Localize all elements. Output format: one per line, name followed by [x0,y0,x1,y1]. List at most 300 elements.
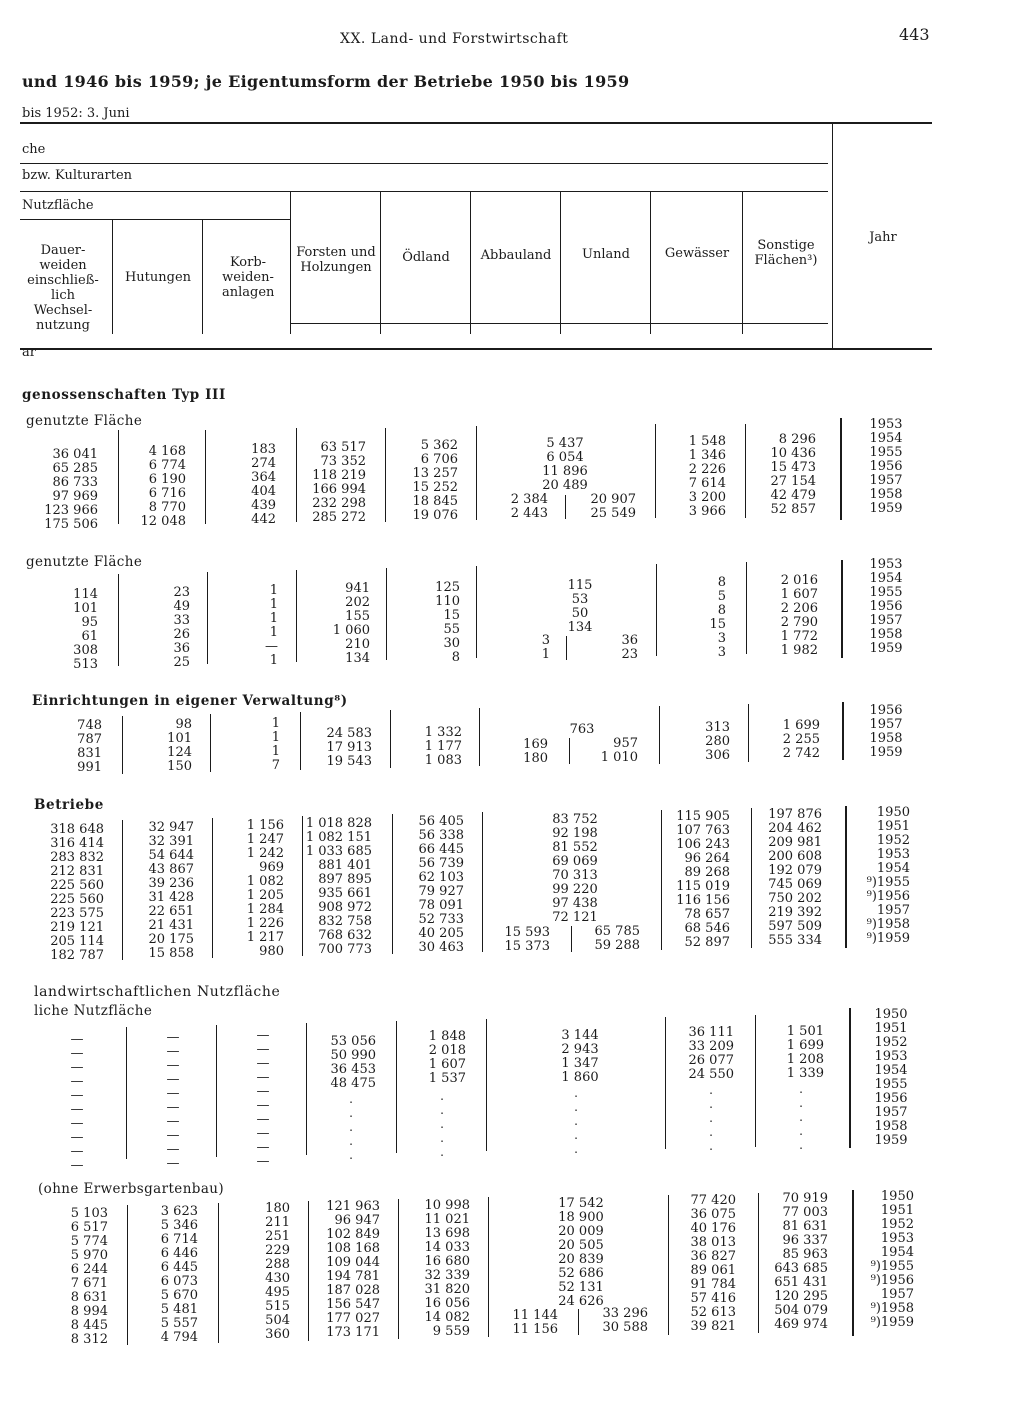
table-cell: 125 [435,580,460,595]
table-cell: 8 770 [148,500,186,515]
table-cell: 1951 [874,1021,908,1036]
table-cell: 1 772 [780,629,818,644]
col-jahr [871,1190,914,1330]
column-rule [571,926,572,952]
table-cell: 12 048 [140,514,186,529]
col-korbweiden [247,819,284,959]
table-cell: 121 963 [326,1199,380,1214]
column-rule [758,1193,759,1333]
table-cell: 96 264 [684,851,730,866]
table-cell: 1956 [874,1091,908,1106]
table-cell: 748 [77,718,102,733]
header-year-divider [832,124,833,349]
table-cell: 3 200 [688,490,726,505]
col-header-unland: Unland [582,247,630,262]
table-cell: 513 [73,657,98,672]
table-cell: 77 003 [782,1205,828,1220]
col-forsten [312,441,366,525]
table-cell: 1954 [874,1063,908,1078]
col-unland [601,737,638,765]
table-cell: 173 171 [326,1325,380,1340]
table-cell: 10 998 [424,1198,470,1213]
column-rule [296,428,297,522]
table-cell: 1958 [869,487,903,502]
col-sonstige [783,719,820,761]
table-cell: 26 077 [688,1053,734,1068]
table-cell: 24 626 [558,1294,604,1309]
table-cell: 1958 [869,627,903,642]
table-cell: 36 [173,641,190,656]
table-cell: 229 [265,1243,290,1258]
table-cell: 6 517 [70,1220,108,1235]
table-cell: 1 537 [428,1071,466,1086]
col-jahr [855,1008,927,1148]
table-cell: 70 919 [782,1191,828,1206]
col-korbweiden [265,584,278,668]
table-cell: 5 481 [160,1302,198,1317]
table-cell: — [166,1142,180,1157]
table-cell: 1954 [880,1245,914,1260]
table-cell: 1 082 151 [305,830,372,845]
table-cell: 101 [167,731,192,746]
table-cell: 27 154 [770,474,816,489]
table-cell: 96 947 [334,1213,380,1228]
table-cell: 8 [717,575,726,590]
table-cell: 30 588 [602,1320,648,1335]
col-hutungen [173,586,190,670]
table-cell: 78 657 [684,907,730,922]
table-cell: 897 895 [318,872,372,887]
table-cell: 36 111 [688,1025,734,1040]
table-cell: 24 550 [688,1067,734,1082]
column-rule [302,816,303,956]
column-rule [479,708,480,766]
table-cell: 11 144 [512,1308,558,1323]
table-cell: 21 431 [148,918,194,933]
table-cell: 49 [173,599,190,614]
table-cell: 1953 [880,1231,914,1246]
table-cell: 1 082 [246,874,284,889]
table-cell: 7 671 [70,1276,108,1291]
table-cell: 7 614 [688,476,726,491]
table-cell: 1 284 [246,902,284,917]
table-cell: ⁹)1956 [870,1273,914,1288]
col-korbweiden [272,717,280,773]
table-cell: 36 041 [52,447,98,462]
header-row-3: Nutzfläche [22,198,94,213]
table-cell: 20 505 [558,1238,604,1253]
column-rule [482,812,483,952]
table-cell: 31 820 [424,1282,470,1297]
table-cell: 2 018 [428,1043,466,1058]
table-cell: — [256,1056,270,1071]
table-cell: 1956 [869,459,903,474]
table-cell: 1952 [876,833,910,848]
table-cell: 1 177 [424,739,462,754]
column-rule [386,568,387,660]
table-cell: — [256,1140,270,1155]
table-cell: 6 714 [160,1232,198,1247]
table-cell: 85 963 [782,1247,828,1262]
table-cell: 52 897 [684,935,730,950]
col-sonstige [771,433,817,517]
table-cell: 504 079 [774,1303,828,1318]
col-gewaesser [705,721,730,763]
table-cell: 36 453 [330,1062,376,1077]
table-cell: 200 608 [768,849,822,864]
table-cell: 1959 [874,1133,908,1148]
table-cell: 700 773 [318,942,372,957]
col-dauerweiden [62,1033,92,1173]
header-vline [290,192,291,334]
column-rule [486,1019,487,1151]
col-header-forsten: Forsten und Holzungen [296,245,376,275]
table-cell: 3 [717,645,726,660]
table-cell: 504 [265,1313,290,1328]
page-title: und 1946 bis 1959; je Eigentumsform der Betriebe 1950 bis 1959 [22,72,630,91]
table-cell: 1 548 [688,434,726,449]
section-title: genossenschaften Typ III [22,387,226,403]
table-cell: 1 699 [786,1038,824,1053]
col-dauerweiden [77,719,102,775]
col-dauerweiden [44,448,98,532]
column-rule [390,710,391,768]
header-vline [380,192,381,334]
table-cell: 969 [259,860,284,875]
col-gewaesser [676,810,730,950]
col-abbau-unland-combined [540,1029,620,1085]
table-cell: — [70,1046,84,1061]
table-cell: 1 018 828 [305,816,372,831]
table-cell: 404 [251,484,276,499]
table-cell: — [70,1032,84,1047]
table-cell: 11 896 [542,464,588,479]
table-cell: 941 [345,581,370,596]
column-rule [668,1195,669,1335]
table-cell: 19 076 [412,508,458,523]
table-cell: 17 542 [558,1196,604,1211]
table-cell: 2 226 [688,462,726,477]
column-rule [569,738,570,764]
col-jahr [850,704,922,760]
table-cell: 1 [269,625,278,640]
table-cell: — [70,1130,84,1145]
table-cell: 318 648 [50,822,104,837]
table-cell: 3 623 [160,1204,198,1219]
table-cell: 285 272 [312,510,366,525]
table-cell: — [70,1102,84,1117]
table-cell: 1 242 [246,846,284,861]
table-cell: 36 075 [690,1207,736,1222]
table-cell: — [256,1154,270,1169]
table-cell: 23 [621,647,638,662]
header-bottom-rule [20,348,932,350]
table-cell: 430 [265,1271,290,1286]
header-row-1: che [22,142,46,157]
table-cell: 212 831 [50,864,104,879]
col-dauerweiden [50,823,104,963]
table-cell: 106 243 [676,837,730,852]
table-cell: 1 501 [786,1024,824,1039]
table-cell: 1 [271,744,280,759]
table-cell: — [70,1116,84,1131]
table-cell: 881 401 [318,858,372,873]
table-cell: 6 190 [148,472,186,487]
table-cell: 308 [73,643,98,658]
table-cell: 1958 [869,731,903,746]
table-cell: 1950 [874,1007,908,1022]
header-vline [112,220,113,334]
column-rule [748,704,749,762]
table-cell: 10 436 [770,446,816,461]
col-oedland [425,726,462,768]
table-cell: 1 [271,716,280,731]
table-cell: 98 [175,717,192,732]
year-rule [845,806,847,948]
section-subtitle: liche Nutzfläche [34,1003,153,1019]
table-cell: 643 685 [774,1261,828,1276]
col-header-dauerweiden: Dauer-weiden einschließ-lich Wechsel-nutzung [27,243,99,333]
table-cell: 768 632 [318,928,372,943]
table-cell: 11 156 [512,1322,558,1337]
table-cell: 1953 [874,1049,908,1064]
table-cell: 40 176 [690,1221,736,1236]
column-rule [218,1203,219,1343]
table-cell: 91 784 [690,1277,736,1292]
table-cell: 79 927 [418,884,464,899]
table-cell: 31 428 [148,890,194,905]
table-cell: 33 [173,613,190,628]
table-cell: 15 473 [770,460,816,475]
table-cell: 187 028 [326,1283,380,1298]
table-cell: 194 781 [326,1269,380,1284]
col-forsten-placeholder: . . . . . [349,1092,353,1162]
table-cell: 908 972 [318,900,372,915]
table-cell: 13 257 [412,466,458,481]
col-dauerweiden [71,1207,108,1347]
table-cell: 555 334 [768,933,822,948]
table-cell: 5 437 [546,436,584,451]
table-cell: 120 295 [774,1289,828,1304]
table-cell: 1959 [869,501,903,516]
table-cell: 118 219 [312,468,366,483]
table-cell: 107 763 [676,823,730,838]
table-cell: 5 970 [70,1248,108,1263]
column-rule [216,1025,217,1157]
table-cell: — [70,1144,84,1159]
table-cell: 48 475 [330,1076,376,1091]
col-sonstige [787,1025,824,1081]
header-rule-4 [290,323,828,324]
table-cell: 1950 [876,805,910,820]
table-cell: — [166,1128,180,1143]
column-rule [306,1023,307,1155]
col-abbauland [505,926,551,954]
table-cell: 1957 [874,1105,908,1120]
table-cell: 204 462 [768,821,822,836]
table-cell: 24 583 [326,726,372,741]
table-cell: 1 982 [780,643,818,658]
column-rule [661,810,662,950]
table-cell: 1 [269,611,278,626]
table-cell: 43 867 [148,862,194,877]
table-cell: 39 821 [690,1319,736,1334]
table-cell: 2 206 [780,601,818,616]
column-rule [122,716,123,774]
section-title: Einrichtungen in eigener Verwaltung⁸) [32,693,348,709]
col-oedland-placeholder: . . . . . [440,1089,444,1159]
table-cell: 33 296 [602,1306,648,1321]
table-cell: 1 [269,597,278,612]
running-head: XX. Land- und Forstwirtschaft [340,31,569,47]
col-jahr [867,806,910,946]
column-rule [118,574,119,666]
table-cell: 1953 [869,557,903,572]
col-oedland [435,581,460,665]
page-number: 443 [899,25,930,44]
table-cell: 6 054 [546,450,584,465]
table-cell: 40 205 [418,926,464,941]
table-cell: 83 752 [552,812,598,827]
table-cell: 155 [345,609,370,624]
table-cell: 4 168 [148,444,186,459]
col-sonstige-placeholder: . . . . . [799,1082,803,1152]
table-cell: 1 205 [246,888,284,903]
table-cell: 5 [717,589,726,604]
table-cell: 17 913 [326,740,372,755]
table-cell: 515 [265,1299,290,1314]
column-rule [565,495,566,519]
column-rule [122,820,123,960]
table-cell: 166 994 [312,482,366,497]
table-cell: — [256,1042,270,1057]
table-cell: 30 [443,636,460,651]
table-cell: 13 698 [424,1226,470,1241]
year-rule [852,1190,854,1336]
table-cell: 1954 [869,431,903,446]
column-rule [659,706,660,764]
table-cell: 1 347 [561,1056,599,1071]
column-rule [398,1199,399,1339]
table-cell: 1 208 [786,1052,824,1067]
table-cell: 219 121 [50,920,104,935]
table-cell: 980 [259,944,284,959]
table-cell: 745 069 [768,877,822,892]
table-cell: 5 670 [160,1288,198,1303]
table-cell: 30 463 [418,940,464,955]
year-rule [840,418,842,520]
column-rule [205,430,206,524]
col-abbau-unland-combined [526,1197,636,1309]
table-cell: 957 [613,736,638,751]
table-cell: 232 298 [312,496,366,511]
table-cell: 150 [167,759,192,774]
table-cell: 89 061 [690,1263,736,1278]
table-cell: 59 288 [594,938,640,953]
table-cell: ⁹)1959 [866,931,910,946]
table-cell: 39 236 [148,876,194,891]
table-cell: 8 [717,603,726,618]
column-rule [308,1201,309,1341]
col-hutungen [158,1031,188,1171]
col-sonstige [768,808,822,948]
table-cell: 1957 [869,717,903,732]
table-cell: — [166,1114,180,1129]
table-cell: 42 479 [770,488,816,503]
table-cell: 92 198 [552,826,598,841]
table-cell: 4 794 [160,1330,198,1345]
table-cell: — [166,1100,180,1115]
table-cell: 1 339 [786,1066,824,1081]
table-cell: 102 849 [326,1227,380,1242]
table-cell: 2 384 [510,492,548,507]
col-unland [595,925,641,953]
table-cell: 1 060 [332,623,370,638]
table-cell: 209 981 [768,835,822,850]
table-cell: 65 285 [52,461,98,476]
table-cell: 108 168 [326,1241,380,1256]
table-cell: 20 009 [558,1224,604,1239]
col-oedland [429,1030,466,1086]
table-cell: 99 220 [552,882,598,897]
col-gewaesser [689,435,726,519]
table-cell: 3 [541,633,550,648]
table-cell: 1 010 [600,750,638,765]
table-cell: 1 699 [782,718,820,733]
table-cell: 53 [571,592,589,607]
table-cell: 52 131 [558,1280,604,1295]
table-cell: 18 845 [412,494,458,509]
table-cell: 115 019 [676,879,730,894]
table-cell: 316 414 [50,836,104,851]
table-cell: 1957 [876,903,910,918]
header-vline [560,192,561,334]
table-cell: 134 [345,651,370,666]
table-cell: 23 [173,585,190,600]
header-vline [202,220,203,334]
table-cell: 2 943 [561,1042,599,1057]
table-cell: 1 860 [561,1070,599,1085]
table-cell: — [256,1098,270,1113]
table-cell: 1 [541,647,550,662]
col-dauerweiden [73,588,98,672]
table-cell: 101 [73,601,98,616]
col-gewaesser [689,1026,735,1082]
table-cell: 1952 [874,1035,908,1050]
table-cell: ⁹)1955 [866,875,910,890]
table-cell: 1959 [869,641,903,656]
col-abbauland [513,1309,559,1337]
col-gewaesser [709,576,726,660]
table-cell: 192 079 [768,863,822,878]
table-cell: 5 362 [420,438,458,453]
table-cell: 1 346 [688,448,726,463]
table-cell: 52 733 [418,912,464,927]
table-cell: 6 706 [420,452,458,467]
header-rule-2 [20,191,828,192]
table-cell: — [265,639,278,654]
table-cell: 20 907 [590,492,636,507]
col-header-gewaesser: Gewässer [664,246,730,261]
table-cell: 77 420 [690,1193,736,1208]
column-rule [385,428,386,522]
col-hutungen [141,445,187,529]
table-cell: — [166,1044,180,1059]
table-cell: ⁹)1958 [870,1301,914,1316]
table-cell: 36 827 [690,1249,736,1264]
column-rule [476,566,477,658]
col-forsten [306,817,372,957]
